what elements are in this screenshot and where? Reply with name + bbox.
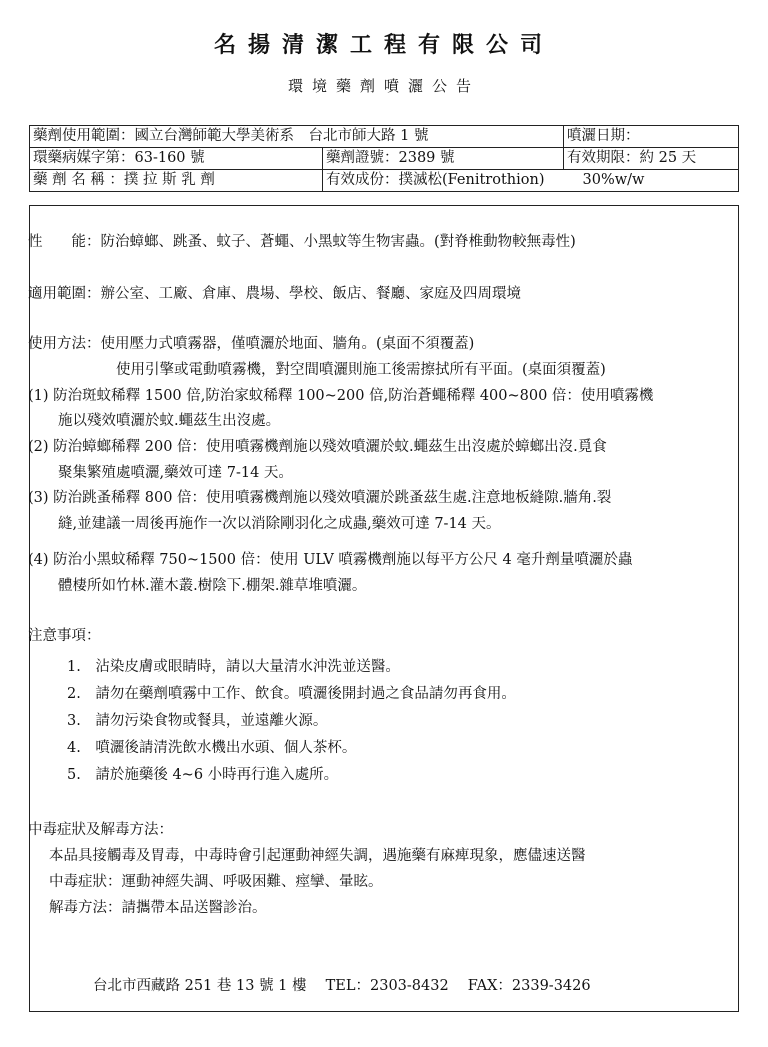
notes-heading: 注意事項： [28, 628, 101, 644]
poison-symptoms: 中毒症狀：運動神經失調、呼吸困難、痙攣、暈眩。 [49, 874, 383, 890]
method-item-1-cont: 施以殘效噴灑於蚊.蠅茲生出沒處。 [58, 413, 281, 429]
license-cell: 環藥病媒字第：63-160 號 [30, 148, 323, 170]
method-line-1: 使用方法：使用壓力式噴霧器，僅噴灑於地面、牆角。(桌面不須覆蓋) [28, 336, 475, 352]
poison-description: 本品具接觸毒及胃毒，中毒時會引起運動神經失調，遇施藥有麻痺現象，應儘速送醫 [49, 848, 586, 864]
info-row [30, 148, 739, 170]
cert-cell: 藥劑證號：2389 號 [323, 148, 564, 170]
ingredient-cell [323, 170, 739, 192]
info-row [30, 126, 739, 148]
info-row [30, 170, 739, 192]
method-item-4: (4) 防治小黑蚊稀釋 750~1500 倍：使用 ULV 噴霧機劑施以每平方公尺 4 毫升劑量噴灑於蟲 [28, 552, 633, 568]
method-item-3-cont: 縫,並建議一周後再施作一次以消除剛羽化之成蟲,藥效可達 7-14 天。 [58, 516, 501, 532]
method-item-4-cont: 體棲所如竹林.灌木叢.樹陰下.棚架.雜草堆噴灑。 [58, 578, 367, 594]
note-item: 5. 請於施藥後 4~6 小時再行進入處所。 [67, 767, 339, 783]
notice-body [29, 205, 739, 1012]
ingredient-text: 有效成份：撲滅松(Fenitrothion) [326, 172, 545, 188]
poison-heading: 中毒症狀及解毒方法： [28, 822, 173, 838]
expiry-cell: 有效期限：約 25 天 [564, 148, 739, 170]
note-item: 1. 沾染皮膚或眼睛時，請以大量清水沖洗並送醫。 [67, 659, 400, 675]
method-item-1: (1) 防治斑蚊稀釋 1500 倍,防治家蚊稀釋 100~200 倍,防治蒼蠅稀釋 400~800 倍：使用噴霧機 [28, 388, 654, 404]
scope-cell: 藥劑使用範圍：國立台灣師範大學美術系 台北市師大路 1 號 [30, 126, 564, 148]
method-item-2-cont: 聚集繁殖處噴灑,藥效可達 7-14 天。 [58, 465, 293, 481]
note-item: 2. 請勿在藥劑噴霧中工作、飲食。噴灑後開封過之食品請勿再食用。 [67, 686, 516, 702]
spray-date-cell: 噴灑日期： [564, 126, 739, 148]
note-item: 3. 請勿污染食物或餐具，並遠離火源。 [67, 713, 328, 729]
notice-title: 環境藥劑噴灑公告 [287, 77, 480, 95]
function-line: 性 能：防治蟑螂、跳蚤、蚊子、蒼蠅、小黑蚊等生物害蟲。(對脊椎動物較無毒性) [28, 234, 576, 250]
info-table [29, 125, 739, 192]
scope-line: 適用範圍：辦公室、工廠、倉庫、農場、學校、飯店、餐廳、家庭及四周環境 [28, 286, 521, 302]
method-item-3: (3) 防治跳蚤稀釋 800 倍：使用噴霧機劑施以殘效噴灑於跳蚤茲生處.注意地板縫隙.牆角.裂 [28, 490, 612, 506]
note-item: 4. 噴灑後請清洗飲水機出水頭、個人茶杯。 [67, 740, 357, 756]
poison-treatment: 解毒方法：請攜帶本品送醫診治。 [49, 900, 267, 916]
concentration-text: 30%w/w [582, 172, 645, 188]
company-name: 名揚清潔工程有限公司 [213, 32, 554, 58]
footer-contact: 台北市西藏路 251 巷 13 號 1 樓 TEL：2303-8432 FAX：2339-3426 [93, 978, 591, 994]
method-item-2: (2) 防治蟑螂稀釋 200 倍：使用噴霧機劑施以殘效噴灑於蚊.蠅茲生出沒處於蟑螂出沒.覓食 [28, 439, 607, 455]
method-line-2: 使用引擎或電動噴霧機，對空間噴灑則施工後需擦拭所有平面。(桌面須覆蓋) [116, 362, 606, 378]
name-cell: 藥 劑 名 稱 ：撲 拉 斯 乳 劑 [30, 170, 323, 192]
